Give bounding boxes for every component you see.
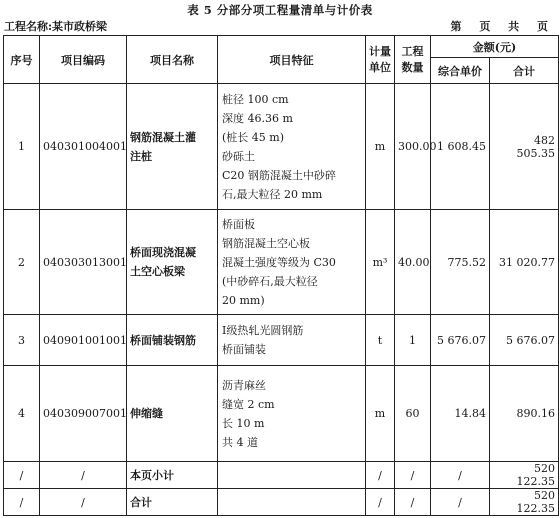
table-title: 表 5 分部分项工程量清单与计价表 — [187, 3, 373, 17]
header-unit-price: 综合单价 — [431, 58, 490, 84]
row-seq: / — [4, 462, 40, 489]
table-row — [4, 210, 559, 315]
row-unit: m³ — [366, 210, 395, 315]
header-total: 合计 — [490, 58, 559, 84]
grand-total-value: 520 122.35 — [490, 489, 559, 516]
row-unit-price: / — [431, 489, 490, 516]
row-unit-price: / — [431, 462, 490, 489]
table-row — [4, 366, 559, 462]
row-code: 040301004001 — [40, 84, 127, 210]
row-total: 890.16 — [490, 366, 559, 462]
row-code: 040901001001 — [40, 315, 127, 366]
row-unit-price: 14.84 — [431, 366, 490, 462]
page-info: 第 页 共 页 — [450, 20, 548, 33]
grand-total-label: 合计 — [127, 489, 218, 516]
row-features: 桩径 100 cm 深度 46.36 m (桩长 45 m) 砂砾土 C20 钢筋混凝土中砂碎 石,最大粒径 20 mm — [218, 84, 366, 210]
row-unit: t — [366, 315, 395, 366]
table-row — [4, 315, 559, 366]
grand-total-row — [4, 489, 559, 516]
row-name: 伸缩缝 — [127, 366, 218, 462]
header-name: 项目名称 — [127, 36, 218, 84]
row-features — [218, 489, 366, 516]
subtotal-label: 本页小计 — [127, 462, 218, 489]
row-features: Ⅰ级热轧光圆钢筋 桥面铺装 — [218, 315, 366, 366]
header-qty: 工程数量 — [395, 36, 431, 84]
header-seq: 序号 — [4, 36, 40, 84]
row-seq: 1 — [4, 84, 40, 210]
header-code: 项目编码 — [40, 36, 127, 84]
row-qty: 300.00 — [395, 84, 431, 210]
row-unit: / — [366, 462, 395, 489]
table-row — [4, 84, 559, 210]
row-unit: m — [366, 84, 395, 210]
subtotal-value: 520 122.35 — [490, 462, 559, 489]
row-seq: 3 — [4, 315, 40, 366]
row-features — [218, 462, 366, 489]
row-features: 沥青麻丝 缝宽 2 cm 长 10 m 共 4 道 — [218, 366, 366, 462]
row-seq: 2 — [4, 210, 40, 315]
row-unit-price: 1 608.45 — [431, 84, 490, 210]
row-unit-price: 5 676.07 — [431, 315, 490, 366]
row-code: 040303013001 — [40, 210, 127, 315]
row-unit: / — [366, 489, 395, 516]
row-code: / — [40, 462, 127, 489]
row-features: 桥面板 钢筋混凝土空心板 混凝土强度等级为 C30 (中砂碎石,最大粒径 20 mm) — [218, 210, 366, 315]
row-name: 桥面现浇混凝 土空心板梁 — [127, 210, 218, 315]
row-qty: 60 — [395, 366, 431, 462]
bill-of-quantities-table — [3, 35, 559, 516]
row-qty: 1 — [395, 315, 431, 366]
row-seq: / — [4, 489, 40, 516]
row-code: 040309007001 — [40, 366, 127, 462]
header-amount: 金额(元) — [431, 36, 559, 58]
row-unit-price: 775.52 — [431, 210, 490, 315]
row-total: 482 505.35 — [490, 84, 559, 210]
row-qty: 40.00 — [395, 210, 431, 315]
row-seq: 4 — [4, 366, 40, 462]
header-unit: 计量单位 — [366, 36, 395, 84]
row-qty: / — [395, 489, 431, 516]
project-name: 工程名称:某市政桥梁 — [4, 20, 108, 33]
row-total: 31 020.77 — [490, 210, 559, 315]
subtotal-row — [4, 462, 559, 489]
row-code: / — [40, 489, 127, 516]
row-qty: / — [395, 462, 431, 489]
header-feature: 项目特征 — [218, 36, 366, 84]
row-name: 钢筋混凝土灌 注桩 — [127, 84, 218, 210]
row-name: 桥面铺装钢筋 — [127, 315, 218, 366]
row-unit: m — [366, 366, 395, 462]
row-total: 5 676.07 — [490, 315, 559, 366]
